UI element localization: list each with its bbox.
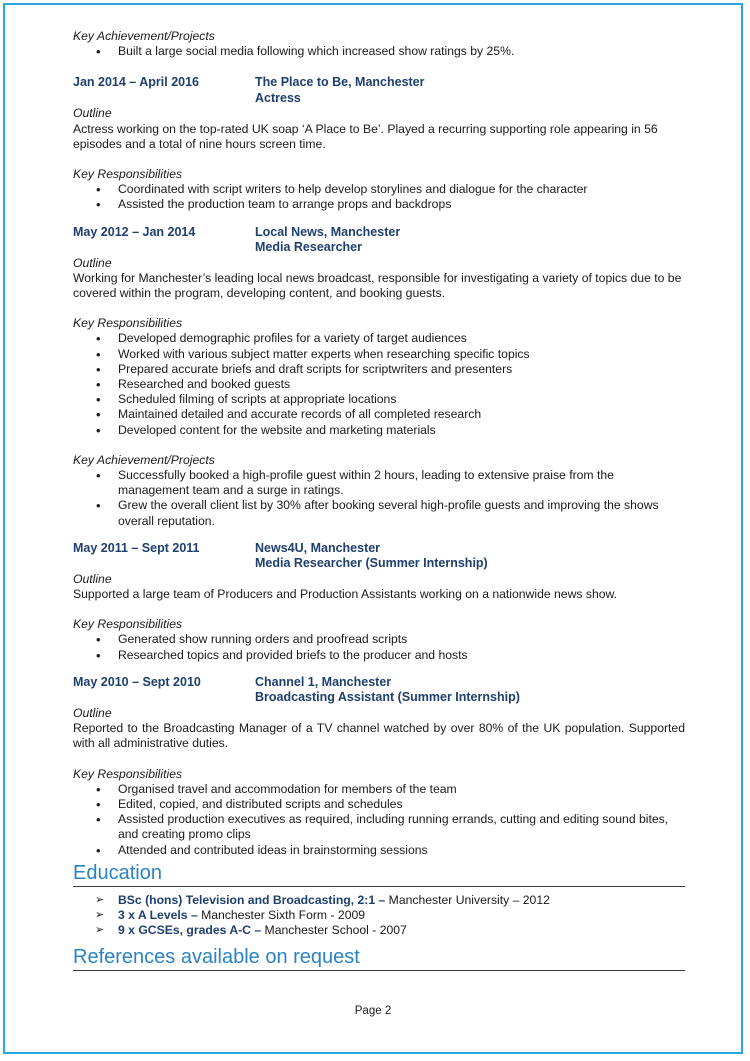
outline-text: Working for Manchester’s leading local news broadcast, responsible for investigating a variety of topics due to be covered within the program, developing content, and booking guests. bbox=[73, 270, 682, 301]
education-title: 3 x A Levels – bbox=[118, 907, 198, 922]
job-org-role bbox=[255, 75, 425, 106]
intro-list bbox=[73, 44, 685, 59]
intro-heading: Key Achievement/Projects bbox=[73, 29, 215, 43]
list-item: • Successfully booked a high-profile guest within 2 hours, leading to extensive praise from the management team and a surge in ratings. bbox=[73, 468, 685, 498]
outline-label: Outline bbox=[73, 255, 112, 270]
outline-label: Outline bbox=[73, 705, 112, 720]
list-item: • Coordinated with script writers to help develop storylines and dialogue for the character bbox=[73, 182, 685, 197]
list-item: • Built a large social media following which increased show ratings by 25%. bbox=[73, 44, 685, 59]
list-item: • Researched and booked guests bbox=[73, 377, 685, 392]
job-org-role bbox=[255, 225, 400, 256]
job-role: Actress bbox=[255, 90, 301, 105]
job-org: Channel 1, Manchester bbox=[255, 674, 392, 689]
list-item: • Prepared accurate briefs and draft scripts for scriptwriters and presenters bbox=[73, 362, 685, 377]
outline-text: Actress working on the top-rated UK soap ‘A Place to Be’. Played a recurring supporting role appearing in 56 episodes and a total of nine hours screen time. bbox=[73, 121, 658, 151]
outline-label: Outline bbox=[73, 571, 112, 586]
list-item: • Scheduled filming of scripts at appropriate locations bbox=[73, 392, 685, 407]
job-header bbox=[73, 75, 685, 106]
job-entry bbox=[73, 675, 685, 858]
job-org: News4U, Manchester bbox=[255, 540, 381, 555]
job-org: Local News, Manchester bbox=[255, 224, 401, 239]
achievements-label: Key Achievement/Projects bbox=[73, 452, 215, 467]
job-entry bbox=[73, 225, 685, 529]
list-item: • Assisted the production team to arrange props and backdrops bbox=[73, 197, 685, 212]
responsibilities-list bbox=[73, 182, 685, 212]
list-item: • Worked with various subject matter experts when researching specific topics bbox=[73, 347, 685, 362]
job-org-role bbox=[255, 675, 520, 706]
education-title: BSc (hons) Television and Broadcasting, 2:1 – bbox=[118, 892, 386, 907]
job-entry bbox=[73, 541, 685, 663]
job-entry bbox=[73, 75, 685, 212]
responsibilities-list bbox=[73, 632, 685, 662]
outline-label: Outline bbox=[73, 106, 112, 121]
list-item: • Developed demographic profiles for a variety of target audiences bbox=[73, 331, 685, 346]
list-item: • Developed content for the website and marketing materials bbox=[73, 423, 685, 438]
intro-block bbox=[73, 29, 685, 59]
job-role: Media Researcher (Summer Internship) bbox=[255, 556, 488, 571]
job-date: May 2012 – Jan 2014 bbox=[73, 224, 196, 239]
job-role: Broadcasting Assistant (Summer Internship) bbox=[255, 690, 520, 705]
list-item: • Organised travel and accommodation for members of the team bbox=[73, 782, 685, 797]
education-heading: Education bbox=[73, 862, 685, 887]
responsibilities-label: Key Responsibilities bbox=[73, 167, 183, 182]
page-number: Page 2 bbox=[354, 1005, 392, 1017]
education-detail: Manchester Sixth Form - 2009 bbox=[197, 907, 366, 922]
job-org: The Place to Be, Manchester bbox=[255, 75, 425, 90]
list-item: • Generated show running orders and proofread scripts bbox=[73, 632, 685, 647]
outline-text: Supported a large team of Producers and Production Assistants working on a nationwide news show. bbox=[73, 587, 618, 602]
responsibilities-list bbox=[73, 782, 685, 858]
list-item: • Attended and contributed ideas in brainstorming sessions bbox=[73, 843, 685, 858]
education-title: 9 x GCSEs, grades A-C – bbox=[118, 923, 262, 938]
page-content bbox=[73, 29, 685, 971]
education-item bbox=[73, 923, 685, 938]
education-item bbox=[73, 908, 685, 923]
education-item bbox=[73, 893, 685, 908]
responsibilities-list bbox=[73, 331, 685, 437]
responsibilities-label: Key Responsibilities bbox=[73, 766, 183, 781]
education-list bbox=[73, 893, 685, 939]
education-detail: Manchester School - 2007 bbox=[261, 923, 407, 938]
job-role: Media Researcher bbox=[255, 240, 363, 255]
list-item: • Assisted production executives as required, including running errands, cutting and editing sound bites, and creating promo clips bbox=[73, 812, 685, 842]
job-date: Jan 2014 – April 2016 bbox=[73, 75, 200, 90]
list-item: • Grew the overall client list by 30% after booking several high-profile guests and improving the shows overall reputation. bbox=[73, 498, 685, 528]
job-org-role bbox=[255, 541, 488, 572]
job-date: May 2011 – Sept 2011 bbox=[73, 540, 200, 555]
job-date: May 2010 – Sept 2010 bbox=[73, 674, 201, 689]
list-item: • Researched topics and provided briefs to the producer and hosts bbox=[73, 648, 685, 663]
responsibilities-label: Key Responsibilities bbox=[73, 617, 183, 632]
job-header bbox=[73, 675, 685, 706]
references-heading: References available on request bbox=[73, 946, 685, 971]
job-header bbox=[73, 541, 685, 572]
outline-text: Reported to the Broadcasting Manager of a TV channel watched by over 80% of the UK population. Supported with all administrative duties. bbox=[73, 721, 685, 751]
education-detail: Manchester University – 2012 bbox=[385, 892, 550, 907]
resume-page bbox=[3, 3, 743, 1054]
list-item: • Edited, copied, and distributed scripts and schedules bbox=[73, 797, 685, 812]
list-item: • Maintained detailed and accurate records of all completed research bbox=[73, 407, 685, 422]
responsibilities-label: Key Responsibilities bbox=[73, 316, 183, 331]
achievements-list bbox=[73, 468, 685, 529]
job-header bbox=[73, 225, 685, 256]
